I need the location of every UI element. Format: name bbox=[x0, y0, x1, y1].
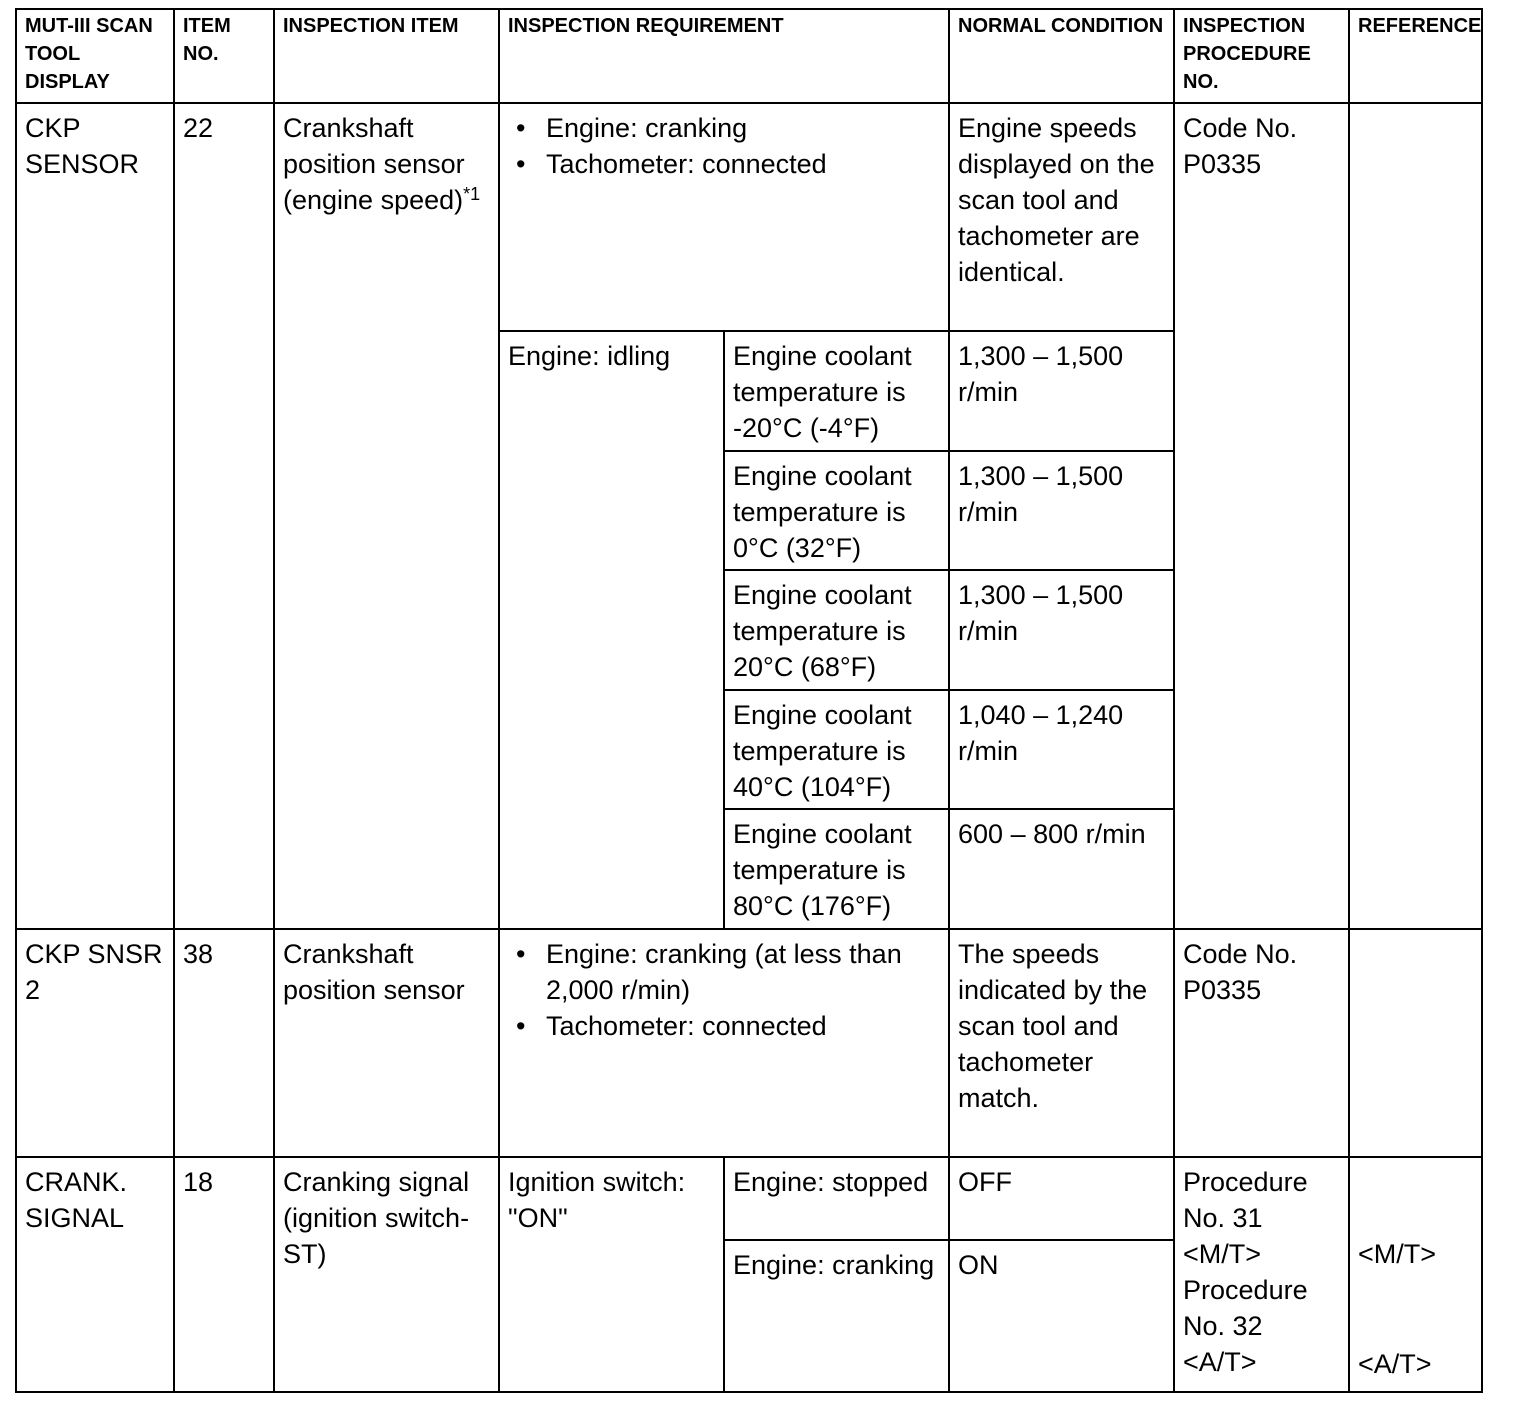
idle-normal: 1,040 – 1,240 r/min bbox=[949, 690, 1174, 809]
header-item: INSPECTION ITEM bbox=[274, 9, 499, 103]
ref-mt: <M/T> bbox=[1358, 1239, 1437, 1269]
ckp-procedure: Code No. P0335 bbox=[1174, 103, 1349, 929]
idle-condition: Engine coolant temperature is -20°C (-4°F) bbox=[724, 331, 949, 451]
ckp-requirement bbox=[499, 103, 949, 331]
ckp-item-no: 22 bbox=[174, 103, 274, 929]
table-row bbox=[16, 1157, 1482, 1240]
ckp2-item: Crankshaft position sensor bbox=[274, 929, 499, 1157]
ckp2-requirement bbox=[499, 929, 949, 1157]
list-item: • Tachometer: connected bbox=[546, 146, 940, 182]
crank-reference bbox=[1349, 1157, 1482, 1392]
idle-condition: Engine coolant temperature is 80°C (176°F) bbox=[724, 809, 949, 929]
list-item: • Tachometer: connected bbox=[546, 1008, 940, 1044]
crank-condition: Engine: cranking bbox=[724, 1240, 949, 1392]
inspection-table bbox=[15, 8, 1483, 1393]
idle-normal: 1,300 – 1,500 r/min bbox=[949, 451, 1174, 570]
ckp2-item-no: 38 bbox=[174, 929, 274, 1157]
idle-condition: Engine coolant temperature is 20°C (68°F) bbox=[724, 570, 949, 690]
list-item: • Engine: cranking (at less than 2,000 r/min) bbox=[546, 936, 940, 1008]
header-normal: NORMAL CONDITION bbox=[949, 9, 1174, 103]
list-item: • Engine: cranking bbox=[546, 110, 940, 146]
ckp-display: CKP SENSOR bbox=[16, 103, 174, 929]
crank-procedure bbox=[1174, 1157, 1349, 1392]
crank-condition: Engine: stopped bbox=[724, 1157, 949, 1240]
crank-normal: ON bbox=[949, 1240, 1174, 1392]
header-procedure: INSPECTION PROCEDURE NO. bbox=[1174, 9, 1349, 103]
idle-normal: 1,300 – 1,500 r/min bbox=[949, 570, 1174, 690]
ckp-idle-label: Engine: idling bbox=[499, 331, 724, 929]
crank-normal: OFF bbox=[949, 1157, 1174, 1240]
ckp-item-text: Crankshaft position sensor (engine speed) bbox=[283, 113, 465, 215]
header-reference: REFERENCE bbox=[1349, 9, 1482, 103]
ckp2-procedure: Code No. P0335 bbox=[1174, 929, 1349, 1157]
ref-at: <A/T> bbox=[1358, 1349, 1432, 1379]
crank-display: CRANK. SIGNAL bbox=[16, 1157, 174, 1392]
crank-item-no: 18 bbox=[174, 1157, 274, 1392]
ckp2-normal: The speeds indicated by the scan tool and tachometer match. bbox=[949, 929, 1174, 1157]
crank-item: Cranking signal (ignition switch-ST) bbox=[274, 1157, 499, 1392]
crank-procedure-line: Procedure No. 31 <M/T> bbox=[1183, 1167, 1308, 1269]
idle-condition: Engine coolant temperature is 40°C (104°F) bbox=[724, 690, 949, 809]
crank-requirement: Ignition switch: "ON" bbox=[499, 1157, 724, 1392]
ckp-cranking-normal: Engine speeds displayed on the scan tool and tachometer are identical. bbox=[949, 103, 1174, 331]
idle-condition: Engine coolant temperature is 0°C (32°F) bbox=[724, 451, 949, 570]
header-display: MUT-III SCAN TOOL DISPLAY bbox=[16, 9, 174, 103]
crank-procedure-line: Procedure No. 32 <A/T> bbox=[1183, 1275, 1308, 1377]
header-requirement: INSPECTION REQUIREMENT bbox=[499, 9, 949, 103]
table-row bbox=[16, 103, 1482, 331]
header-row bbox=[16, 9, 1482, 103]
ckp2-display: CKP SNSR 2 bbox=[16, 929, 174, 1157]
ckp-item-footnote: *1 bbox=[463, 184, 481, 204]
header-item-no: ITEM NO. bbox=[174, 9, 274, 103]
table-row bbox=[16, 929, 1482, 1157]
ckp2-reference bbox=[1349, 929, 1482, 1157]
idle-normal: 600 – 800 r/min bbox=[949, 809, 1174, 929]
idle-normal: 1,300 – 1,500 r/min bbox=[949, 331, 1174, 451]
ckp-reference bbox=[1349, 103, 1482, 929]
ckp-item bbox=[274, 103, 499, 929]
